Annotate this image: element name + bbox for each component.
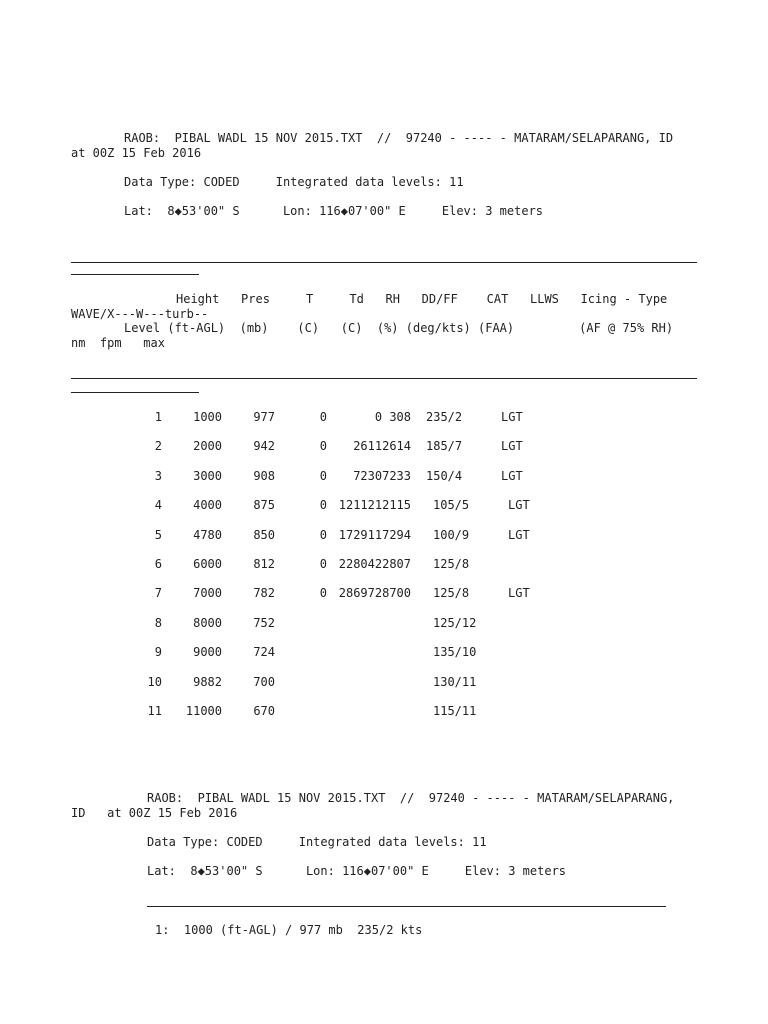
ddff-cell: 105/5 xyxy=(433,498,470,512)
table-row xyxy=(0,410,768,425)
td-rh-cell: 1211212115 xyxy=(338,498,411,512)
ddff-cell: 125/12 xyxy=(433,616,477,630)
report2-divider-rule xyxy=(147,906,666,907)
report2-title-wrap: ID at 00Z 15 Feb 2016 xyxy=(71,806,238,820)
pres-cell: 942 xyxy=(253,439,275,453)
height-cell: 7000 xyxy=(193,586,222,600)
cat-cell: LGT xyxy=(501,469,523,483)
divider-rule-wrap xyxy=(71,392,199,393)
height-cell: 6000 xyxy=(193,557,222,571)
pres-cell: 670 xyxy=(253,704,275,718)
level-cell: 5 xyxy=(154,528,162,542)
height-cell: 11000 xyxy=(185,704,222,718)
cat-cell: LGT xyxy=(501,410,523,424)
t-cell: 0 xyxy=(319,498,327,512)
cat-cell: LGT xyxy=(508,528,530,542)
pres-cell: 724 xyxy=(253,645,275,659)
ddff-cell: 150/4 xyxy=(426,469,463,483)
td-rh-cell: 72307233 xyxy=(353,469,411,483)
divider-rule-wrap xyxy=(71,274,199,275)
table-row xyxy=(0,616,768,631)
t-cell: 0 xyxy=(319,557,327,571)
pres-cell: 850 xyxy=(253,528,275,542)
height-cell: 3000 xyxy=(193,469,222,483)
level-cell: 1 xyxy=(154,410,162,424)
ddff-cell: 125/8 xyxy=(433,557,470,571)
table-row xyxy=(0,704,768,719)
cat-cell: LGT xyxy=(508,498,530,512)
height-cell: 9882 xyxy=(193,675,222,689)
td-rh-cell: 0 308 xyxy=(374,410,411,424)
pres-cell: 977 xyxy=(253,410,275,424)
table-row xyxy=(0,469,768,484)
report-title: RAOB: PIBAL WADL 15 NOV 2015.TXT // 97240 - ---- - MATARAM/SELAPARANG, ID xyxy=(124,131,674,145)
level-cell: 9 xyxy=(154,645,162,659)
pres-cell: 782 xyxy=(253,586,275,600)
cat-cell: LGT xyxy=(501,439,523,453)
pres-cell: 752 xyxy=(253,616,275,630)
ddff-cell: 125/8 xyxy=(433,586,470,600)
column-header-row2: Level (ft-AGL) (mb) (C) (C) (%) (deg/kts) (FAA) (AF @ 75% RH) xyxy=(124,321,674,335)
td-rh-cell: 26112614 xyxy=(353,439,411,453)
level-cell: 6 xyxy=(154,557,162,571)
divider-rule xyxy=(71,262,697,263)
ddff-cell: 130/11 xyxy=(433,675,477,689)
level-cell: 8 xyxy=(154,616,162,630)
td-rh-cell: 2280422807 xyxy=(338,557,411,571)
table-row xyxy=(0,439,768,454)
td-rh-cell: 2869728700 xyxy=(338,586,411,600)
t-cell: 0 xyxy=(319,586,327,600)
report2-data-type-line: Data Type: CODED Integrated data levels: 11 xyxy=(147,835,487,849)
level-cell: 7 xyxy=(154,586,162,600)
ddff-cell: 100/9 xyxy=(433,528,470,542)
td-rh-cell: 1729117294 xyxy=(338,528,411,542)
level-cell: 3 xyxy=(154,469,162,483)
report-title-wrap: at 00Z 15 Feb 2016 xyxy=(71,146,202,160)
cat-cell: LGT xyxy=(508,586,530,600)
height-cell: 4000 xyxy=(193,498,222,512)
report2-title: RAOB: PIBAL WADL 15 NOV 2015.TXT // 97240 - ---- - MATARAM/SELAPARANG, xyxy=(147,791,675,805)
t-cell: 0 xyxy=(319,439,327,453)
height-cell: 8000 xyxy=(193,616,222,630)
height-cell: 1000 xyxy=(193,410,222,424)
height-cell: 9000 xyxy=(193,645,222,659)
level-cell: 10 xyxy=(147,675,162,689)
data-type-line: Data Type: CODED Integrated data levels: 11 xyxy=(124,175,464,189)
location-line: Lat: 8◆53'00" S Lon: 116◆07'00" E Elev: 3 meters xyxy=(124,204,544,218)
table-row xyxy=(0,675,768,690)
ddff-cell: 115/11 xyxy=(433,704,477,718)
height-cell: 2000 xyxy=(193,439,222,453)
level-cell: 2 xyxy=(154,439,162,453)
t-cell: 0 xyxy=(319,528,327,542)
pres-cell: 700 xyxy=(253,675,275,689)
table-row xyxy=(0,498,768,513)
t-cell: 0 xyxy=(319,469,327,483)
report2-first-level: 1: 1000 (ft-AGL) / 977 mb 235/2 kts xyxy=(155,923,423,937)
ddff-cell: 235/2 xyxy=(426,410,463,424)
column-header-row1-wrap: WAVE/X---W---turb-- xyxy=(71,307,209,321)
divider-rule xyxy=(71,378,697,379)
height-cell: 4780 xyxy=(193,528,222,542)
level-cell: 4 xyxy=(154,498,162,512)
table-row xyxy=(0,557,768,572)
table-row xyxy=(0,586,768,601)
t-cell: 0 xyxy=(319,410,327,424)
table-row xyxy=(0,645,768,660)
ddff-cell: 135/10 xyxy=(433,645,477,659)
pres-cell: 908 xyxy=(253,469,275,483)
column-header-row2-wrap: nm fpm max xyxy=(71,336,165,350)
ddff-cell: 185/7 xyxy=(426,439,463,453)
table-row xyxy=(0,528,768,543)
pres-cell: 812 xyxy=(253,557,275,571)
report2-location-line: Lat: 8◆53'00" S Lon: 116◆07'00" E Elev: 3 meters xyxy=(147,864,567,878)
level-cell: 11 xyxy=(147,704,162,718)
pres-cell: 875 xyxy=(253,498,275,512)
column-header-row1: Height Pres T Td RH DD/FF CAT LLWS Icing - Type xyxy=(176,292,668,306)
